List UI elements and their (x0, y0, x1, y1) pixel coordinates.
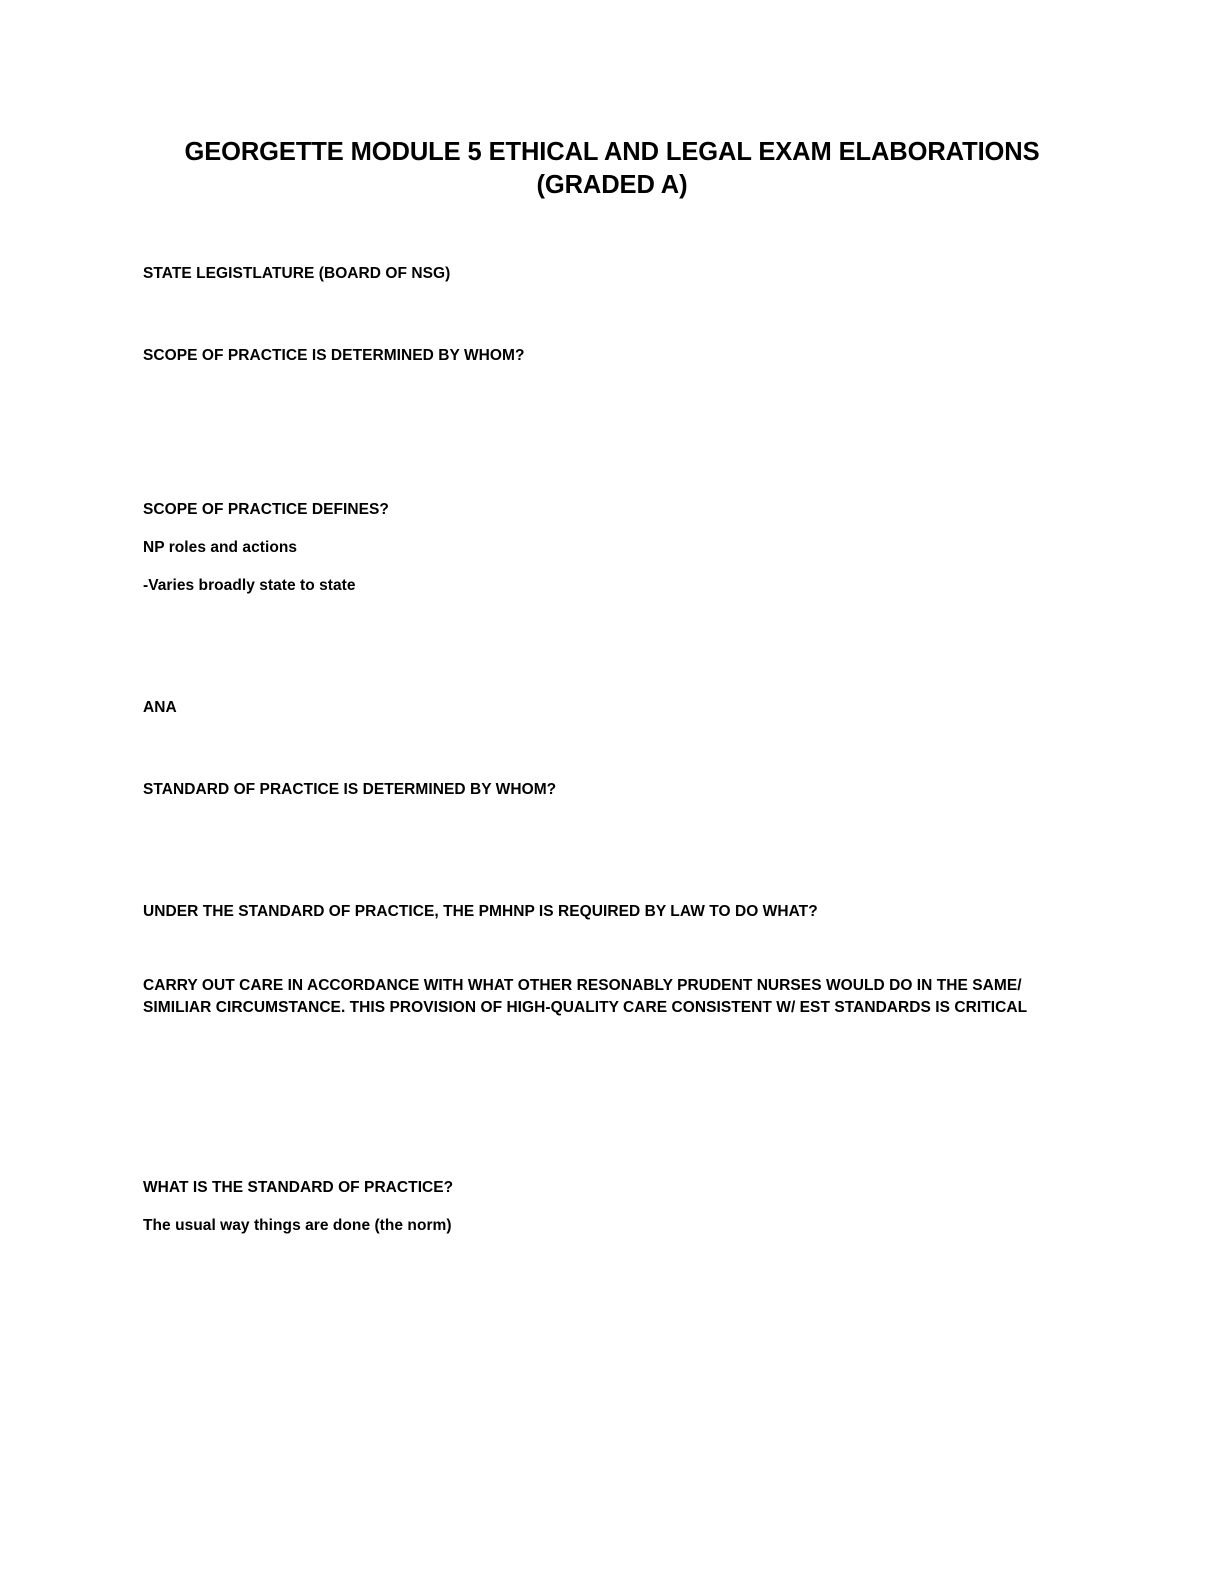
spacer (143, 801, 1081, 901)
answer-carry-out-care: CARRY OUT CARE IN ACCORDANCE WITH WHAT OTHER RESONABLY PRUDENT NURSES WOULD DO IN THE SAME/ SIMILIAR CIRCUMSTANCE. THIS PROVISION OF HIGH-QUALITY CARE CONSISTENT W/ EST STANDARDS IS CRITICAL (143, 977, 1028, 1017)
spacer (143, 285, 1081, 345)
paragraph-state-legislature: STATE LEGISTLATURE (BOARD OF NSG) (143, 265, 451, 283)
spacer (143, 597, 1081, 697)
answer-ana: ANA (143, 699, 177, 717)
question-pmhnp-required-by-law: UNDER THE STANDARD OF PRACTICE, THE PMHNP IS REQUIRED BY LAW TO DO WHAT? (143, 903, 818, 921)
question-what-is-standard-of-practice: WHAT IS THE STANDARD OF PRACTICE? (143, 1179, 454, 1197)
document-body (143, 263, 1081, 1237)
question-standard-determined-by: STANDARD OF PRACTICE IS DETERMINED BY WHOM? (143, 781, 557, 799)
answer-np-roles: NP roles and actions (143, 539, 298, 557)
document-content (143, 136, 1081, 1237)
page-title: GEORGETTE MODULE 5 ETHICAL AND LEGAL EXAM ELABORATIONS (GRADED A) (184, 138, 1040, 199)
spacer (143, 949, 1081, 975)
answer-varies-state: -Varies broadly state to state (143, 577, 356, 595)
spacer (143, 923, 1081, 949)
question-scope-determined-by: SCOPE OF PRACTICE IS DETERMINED BY WHOM? (143, 347, 525, 365)
spacer (143, 1019, 1081, 1151)
spacer (143, 1151, 1081, 1177)
answer-usual-way: The usual way things are done (the norm) (143, 1217, 452, 1235)
spacer (143, 719, 1081, 779)
spacer (143, 367, 1081, 499)
question-scope-defines: SCOPE OF PRACTICE DEFINES? (143, 501, 389, 519)
